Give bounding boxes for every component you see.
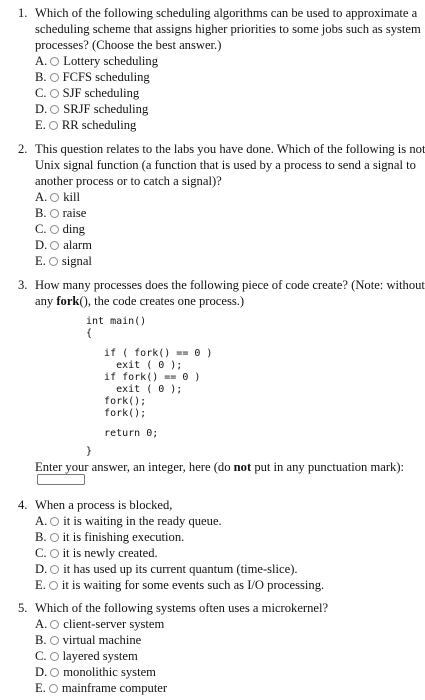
radio-button[interactable] [49,684,58,693]
question-stem-line: any fork(), the code creates one process.) [35,294,245,308]
radio-button[interactable] [50,57,59,66]
code-line: fork(); [86,408,147,419]
radio-button[interactable] [49,257,58,266]
radio-button[interactable] [50,533,59,542]
radio-button[interactable] [50,549,59,558]
option-c[interactable]: C. it is newly created. [35,546,158,560]
option-e[interactable]: E. it is waiting for some events such as I/O processing. [35,578,325,592]
option-c[interactable]: C. SJF scheduling [35,86,140,100]
radio-button[interactable] [49,581,58,590]
code-line: if fork() == 0 ) [86,372,201,383]
bold-keyword: not [233,460,252,474]
radio-button[interactable] [50,668,59,677]
option-a[interactable]: A. it is waiting in the ready queue. [35,514,222,528]
option-d[interactable]: D. it has used up its current quantum (time-slice). [35,562,298,576]
radio-button[interactable] [50,89,59,98]
code-line: { [86,328,93,339]
option-c[interactable]: C. layered system [35,649,138,663]
radio-button[interactable] [50,225,59,234]
option-e[interactable]: E. RR scheduling [35,118,137,132]
bold-keyword: fork [56,294,80,308]
radio-button[interactable] [50,241,59,250]
option-d[interactable]: D. monolithic system [35,665,156,679]
question-stem-line: Unix signal function (a function that is used by a process to send a signal to [35,158,416,172]
code-line: int main() [86,316,147,327]
radio-button[interactable] [50,565,59,574]
code-line: exit ( 0 ); [86,360,183,371]
option-b[interactable]: B. it is finishing execution. [35,530,185,544]
radio-button[interactable] [49,121,58,130]
option-d[interactable]: D. alarm [35,238,92,252]
question-stem-line: How many processes does the following piece of code create? (Note: without [35,278,425,292]
option-b[interactable]: B. FCFS scheduling [35,70,150,84]
option-e[interactable]: E. signal [35,254,92,268]
radio-button[interactable] [50,636,59,645]
code-line: exit ( 0 ); [86,384,183,395]
radio-button[interactable] [50,73,59,82]
code-line: } [86,446,93,457]
option-b[interactable]: B. virtual machine [35,633,142,647]
radio-button[interactable] [50,517,59,526]
code-line: fork(); [86,396,147,407]
question-stem-line: scheduling scheme that assigns higher priorities to some jobs such as system [35,22,421,36]
radio-button[interactable] [50,652,59,661]
question-number: 5. [18,601,28,615]
question-stem-line: When a process is blocked, [35,498,173,512]
option-a[interactable]: A. kill [35,190,81,204]
option-c[interactable]: C. ding [35,222,85,236]
radio-button[interactable] [50,620,59,629]
question-number: 1. [18,6,28,20]
question-stem-line: This question relates to the labs you have done. Which of the following is not [35,142,425,156]
question-stem-line: another process or to catch a signal)? [35,174,222,188]
radio-button[interactable] [50,193,59,202]
option-b[interactable]: B. raise [35,206,87,220]
question-number: 3. [18,278,28,292]
question-number: 2. [18,142,28,156]
code-line: if ( fork() == 0 ) [86,348,213,359]
question-stem-line: processes? (Choose the best answer.) [35,38,222,52]
code-line: return 0; [86,428,159,439]
option-a[interactable]: A. client-server system [35,617,165,631]
radio-button[interactable] [50,209,59,218]
answer-input[interactable] [37,474,85,485]
option-a[interactable]: A. Lottery scheduling [35,54,159,68]
question-stem-line: Which of the following systems often uses a microkernel? [35,601,329,615]
question-stem-line: Which of the following scheduling algorithms can be used to approximate a [35,6,418,20]
radio-button[interactable] [50,105,59,114]
option-d[interactable]: D. SRJF scheduling [35,102,149,116]
question-number: 4. [18,498,28,512]
option-e[interactable]: E. mainframe computer [35,681,168,695]
